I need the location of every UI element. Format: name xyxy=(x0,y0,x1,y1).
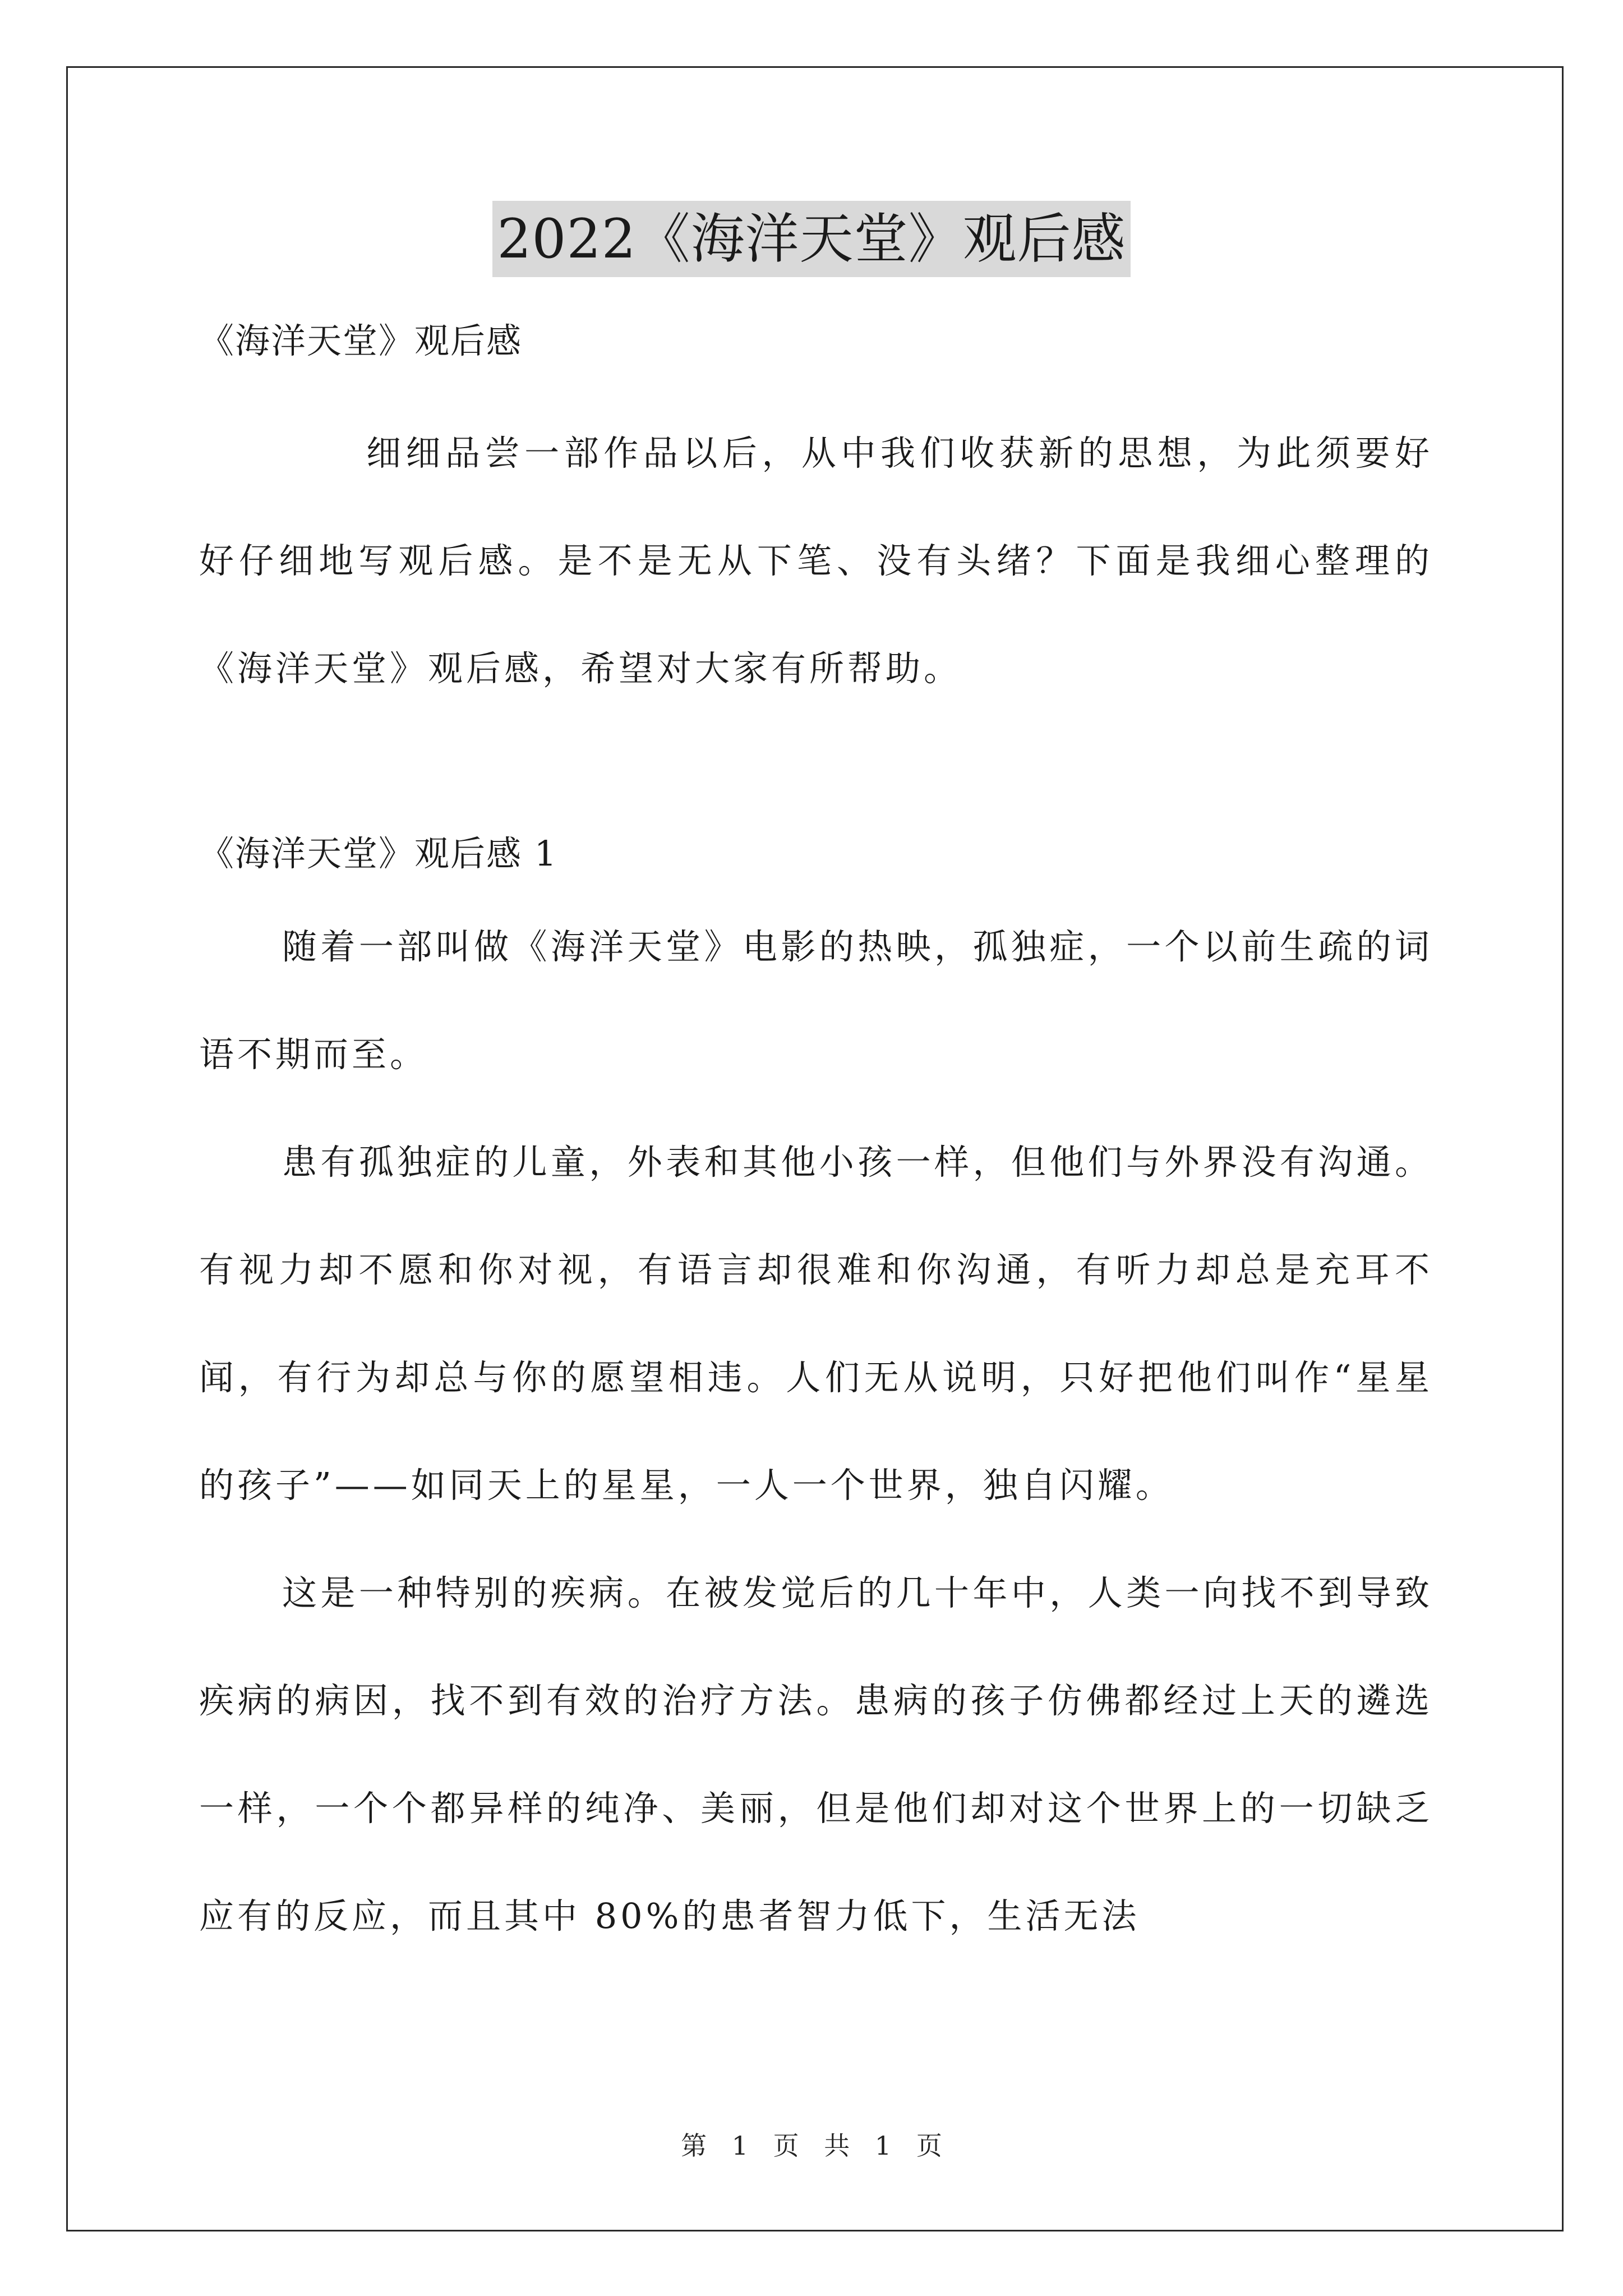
intro-heading: 《海洋天堂》观后感 xyxy=(199,320,523,361)
page-footer: 第 1 页 共 1 页 xyxy=(681,2131,942,2161)
section-heading: 《海洋天堂》观后感 1 xyxy=(199,833,558,874)
intro-paragraph: 细细品尝一部作品以后，从中我们收获新的思想，为此须要好好仔细地写观后感。是不是无从下笔、没有头绪？下面是我细心整理的《海洋天堂》观后感，希望对大家有所帮助。 xyxy=(199,432,1433,689)
document-title: 2022《海洋天堂》观后感 xyxy=(492,201,1130,277)
title-container xyxy=(0,201,1623,277)
body-paragraph: 随着一部叫做《海洋天堂》电影的热映，孤独症，一个以前生疏的词语不期而至。 xyxy=(199,926,1433,1075)
body-paragraph: 这是一种特别的疾病。在被发觉后的几十年中，人类一向找不到导致疾病的病因，找不到有效的治疗方法。患病的孩子仿佛都经过上天的遴选一样，一个个都异样的纯净、美丽，但是他们却对这个世界上的一切缺乏应有的反应，而且其中 80%的患者智力低下，生活无法 xyxy=(199,1572,1433,1936)
body-paragraph: 患有孤独症的儿童，外表和其他小孩一样，但他们与外界没有沟通。有视力却不愿和你对视，有语言却很难和你沟通，有听力却总是充耳不闻，有行为却总与你的愿望相违。人们无从说明，只好把他们叫作“星星的孩子”——如同天上的星星，一人一个世界，独自闪耀。 xyxy=(199,1142,1433,1506)
document-body xyxy=(199,314,1433,1970)
section-gap xyxy=(199,723,1433,827)
